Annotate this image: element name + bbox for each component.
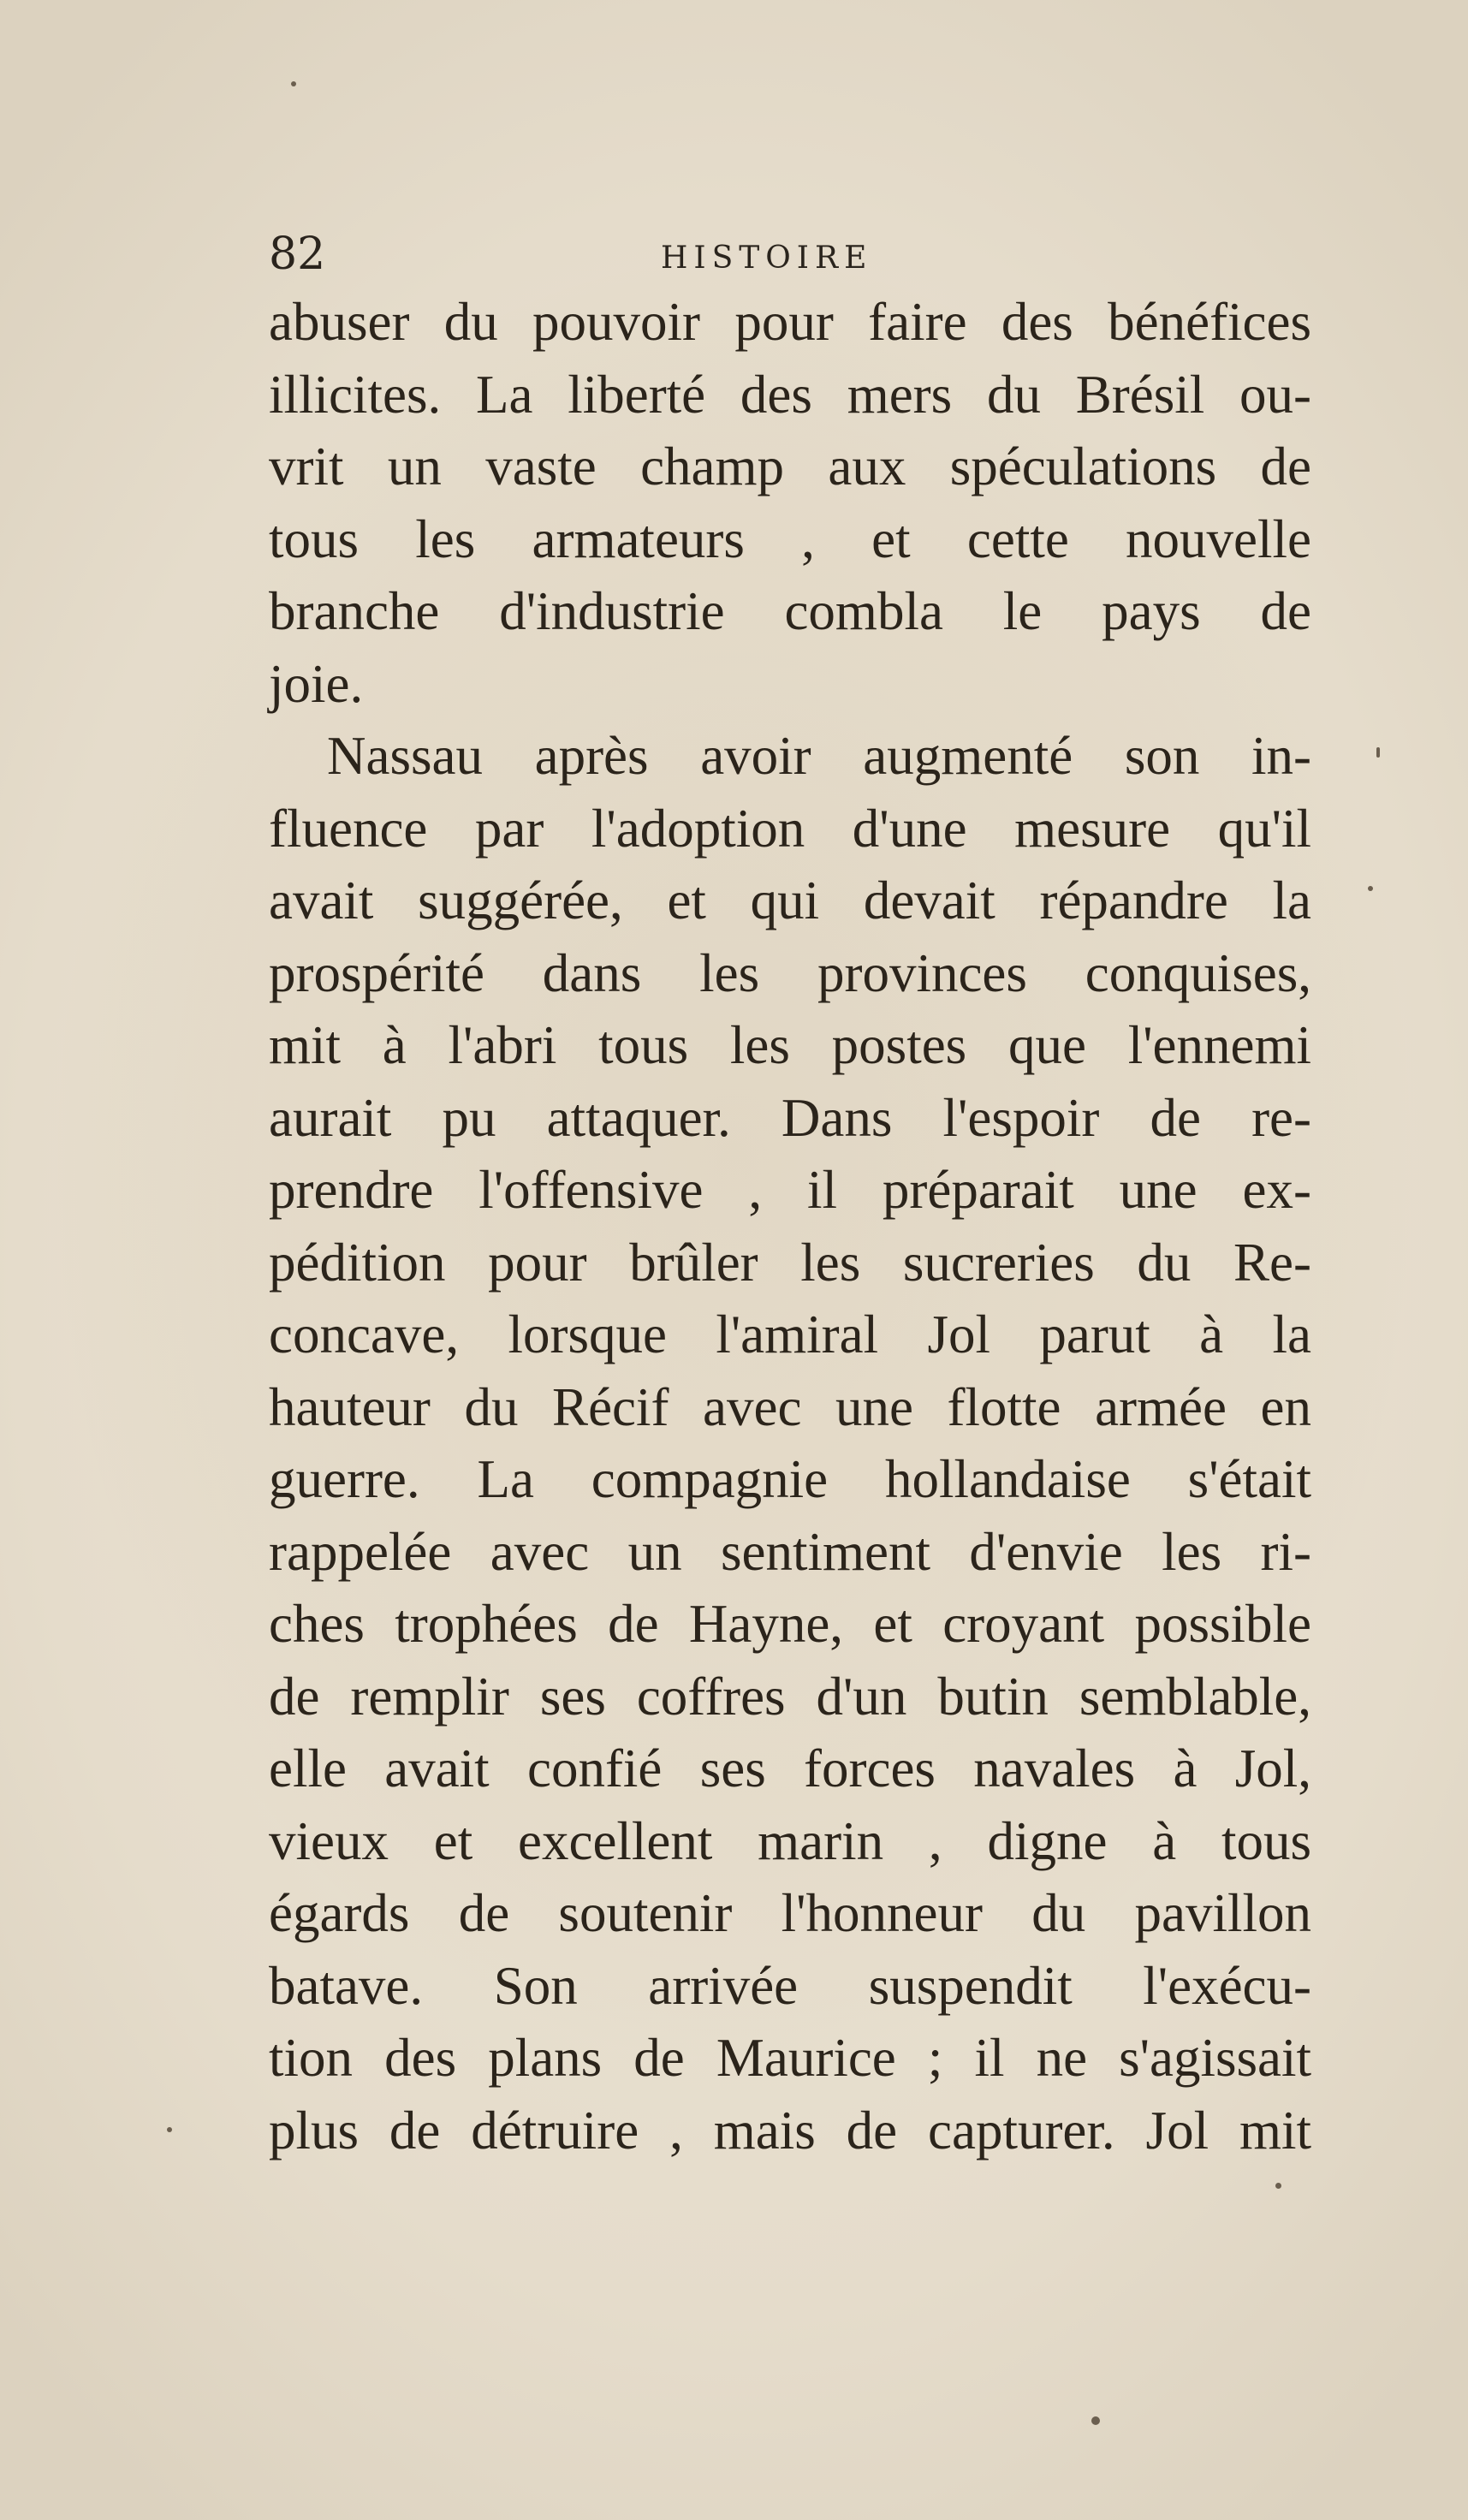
- text-line: hauteur du Récif avec une flotte armée en: [269, 1376, 1311, 1437]
- text-line: vieux et excellent marin , digne à tous: [269, 1810, 1311, 1871]
- text-line: pédition pour brûler les sucreries du Re-: [269, 1232, 1311, 1293]
- text-line: elle avait confié ses forces navales à Jol,: [269, 1738, 1311, 1798]
- page-header: [269, 224, 1330, 284]
- text-line: rappelée avec un sentiment d'envie les ri-: [269, 1521, 1311, 1582]
- text-line: batave. Son arrivée suspendit l'exécu-: [269, 1955, 1311, 2016]
- text-line: avait suggérée, et qui devait répandre la: [269, 871, 1311, 930]
- body-text: [269, 286, 1311, 2166]
- text-line: fluence par l'adoption d'une mesure qu'il: [269, 798, 1311, 859]
- text-line: abuser du pouvoir pour faire des bénéfices: [269, 292, 1311, 352]
- text-line: illicites. La liberté des mers du Brésil ou-: [269, 364, 1311, 425]
- page-number: 82: [269, 229, 326, 280]
- text-line: joie.: [269, 653, 364, 714]
- text-line: aurait pu attaquer. Dans l'espoir de re-: [269, 1087, 1311, 1148]
- text-line: guerre. La compagnie hollandaise s'était: [269, 1449, 1311, 1509]
- text-line: prendre l'offensive , il préparait une ex-: [269, 1160, 1311, 1220]
- text-line: Nassau après avoir augmenté son in-: [327, 726, 1311, 786]
- text-line: concave, lorsque l'amiral Jol parut à la: [269, 1305, 1311, 1364]
- text-line: plus de détruire , mais de capturer. Jol mit: [269, 2100, 1311, 2160]
- text-line: tion des plans de Maurice ; il ne s'agissait: [269, 2028, 1311, 2088]
- paper-speck: [1368, 886, 1373, 891]
- text-line: branche d'industrie combla le pays de: [269, 581, 1311, 641]
- text-line: prospérité dans les provinces conquises,: [269, 942, 1311, 1003]
- text-line: tous les armateurs , et cette nouvelle: [269, 508, 1311, 569]
- text-line: égards de soutenir l'honneur du pavillon: [269, 1883, 1311, 1943]
- paper-speck: [1275, 2183, 1281, 2189]
- text-line: mit à l'abri tous les postes que l'ennemi: [269, 1015, 1311, 1075]
- paper-speck: [167, 2127, 172, 2132]
- paper-speck: [291, 81, 296, 86]
- running-head: HISTOIRE: [661, 241, 873, 276]
- paper-speck: [1376, 747, 1380, 758]
- text-line: vrit un vaste champ aux spéculations de: [269, 437, 1311, 496]
- paper-speck: [1091, 2416, 1100, 2425]
- text-line: ches trophées de Hayne, et croyant possible: [269, 1594, 1311, 1654]
- text-line: de remplir ses coffres d'un butin semblable,: [269, 1666, 1311, 1727]
